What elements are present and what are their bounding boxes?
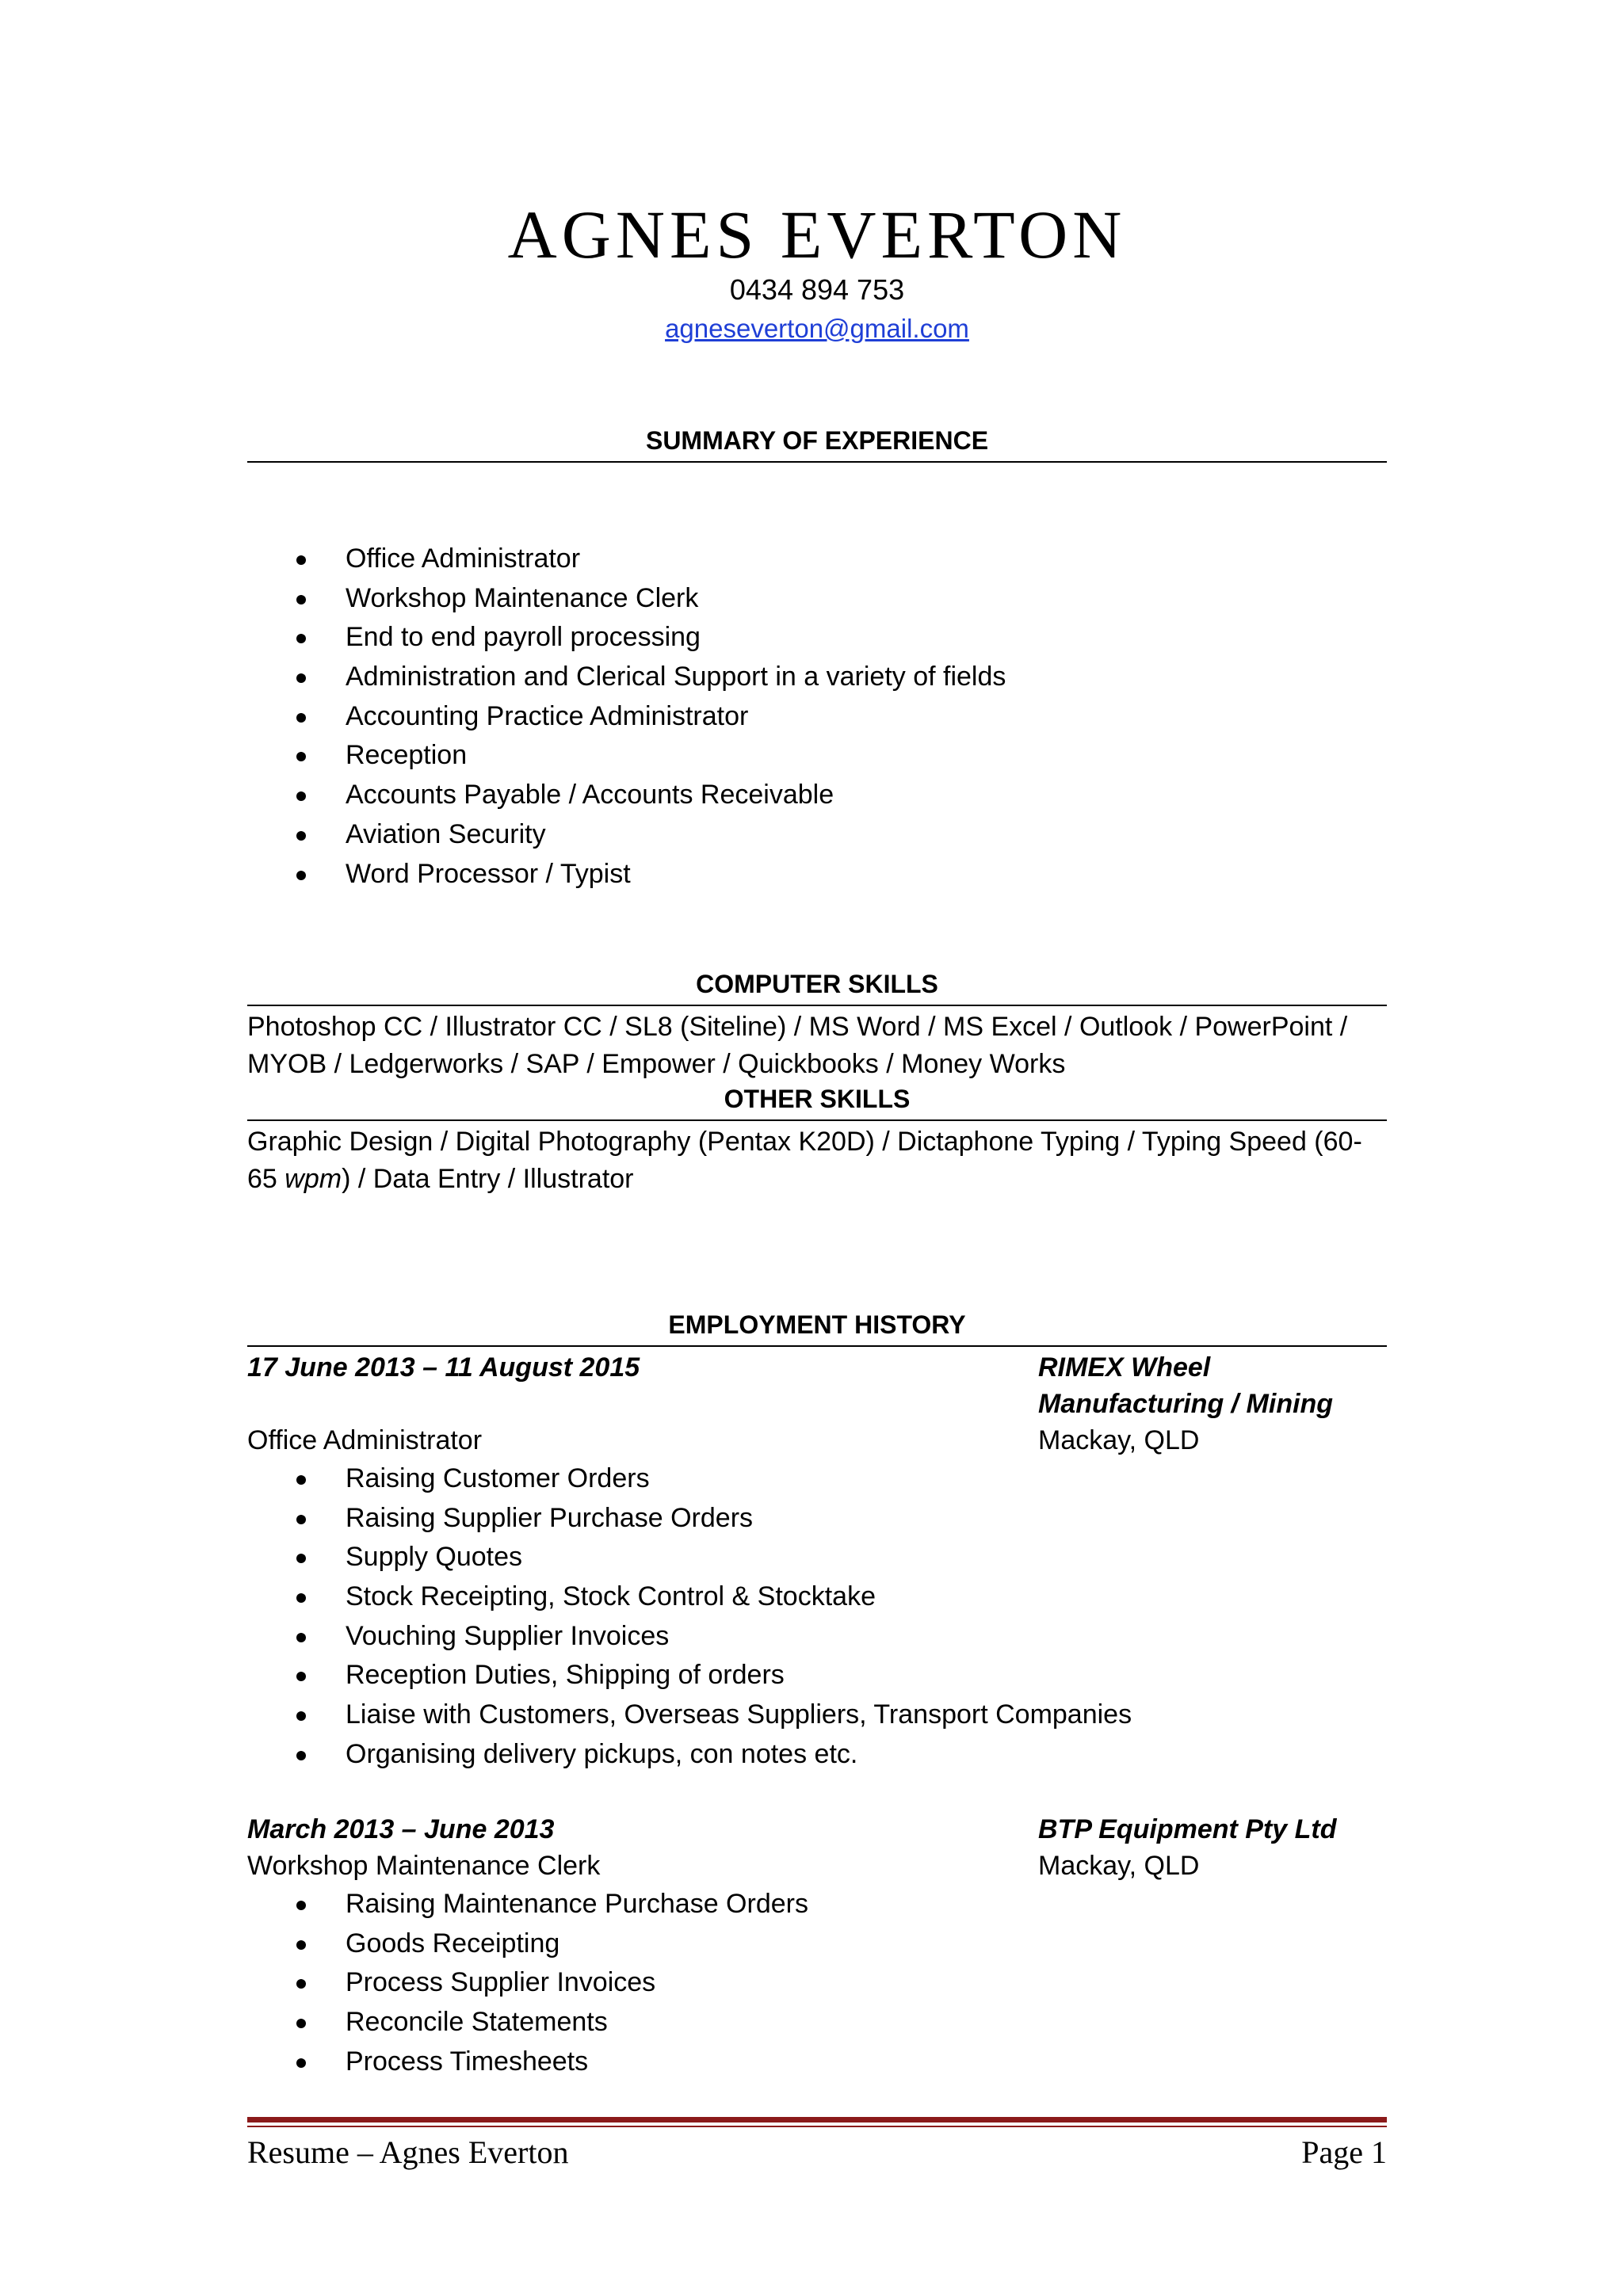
- job-company-line: RIMEX Wheel: [1038, 1352, 1211, 1383]
- list-item: Supply Quotes: [247, 1538, 1132, 1577]
- other-skills-heading: OTHER SKILLS: [247, 1083, 1387, 1121]
- list-item: Goods Receipting: [247, 1924, 808, 1964]
- footer-rule: [247, 2126, 1387, 2127]
- list-item: Organising delivery pickups, con notes etc.: [247, 1735, 1132, 1775]
- list-item: Administration and Clerical Support in a variety of fields: [247, 658, 1006, 697]
- computer-skills-text: [247, 1009, 1387, 1083]
- list-item: Aviation Security: [247, 815, 1006, 855]
- footer-title: Resume – Agnes Everton: [247, 2134, 569, 2170]
- list-item: Raising Supplier Purchase Orders: [247, 1499, 1132, 1539]
- computer-skills-line: Photoshop CC / Illustrator CC / SL8 (Siteline) / MS Word / MS Excel / Outlook / PowerPoint /: [247, 1012, 1348, 1042]
- other-skills-text: [247, 1123, 1387, 1198]
- job-company: [1038, 1349, 1387, 1422]
- computer-skills-line: MYOB / Ledgerworks / SAP / Empower / Quickbooks / Money Works: [247, 1049, 1066, 1079]
- summary-heading: SUMMARY OF EXPERIENCE: [247, 425, 1387, 463]
- job-dates: March 2013 – June 2013: [247, 1814, 555, 1844]
- other-skills-italic: wpm: [285, 1164, 342, 1194]
- job-role: Workshop Maintenance Clerk: [247, 1851, 601, 1881]
- list-item: Workshop Maintenance Clerk: [247, 579, 1006, 619]
- list-item: Accounting Practice Administrator: [247, 697, 1006, 737]
- job-role: Office Administrator: [247, 1425, 483, 1455]
- job-duties-list: [247, 1885, 808, 2081]
- job-location: Mackay, QLD: [1038, 1425, 1200, 1455]
- job-duties-list: [247, 1459, 1132, 1775]
- list-item: Process Supplier Invoices: [247, 1963, 808, 2003]
- job-dates: 17 June 2013 – 11 August 2015: [247, 1352, 640, 1383]
- other-skills-suffix: ) / Data Entry / Illustrator: [342, 1164, 634, 1194]
- list-item: Process Timesheets: [247, 2042, 808, 2082]
- candidate-name: AGNES EVERTON: [507, 196, 1127, 273]
- list-item: Accounts Payable / Accounts Receivable: [247, 776, 1006, 815]
- other-skills-line: [247, 1161, 1387, 1198]
- other-skills-prefix: 65: [247, 1164, 285, 1194]
- job-company: BTP Equipment Pty Ltd: [1038, 1814, 1337, 1844]
- computer-skills-heading: COMPUTER SKILLS: [247, 968, 1387, 1006]
- list-item: Word Processor / Typist: [247, 855, 1006, 894]
- summary-list: [247, 540, 1006, 894]
- list-item: Reconcile Statements: [247, 2003, 808, 2042]
- employment-heading: EMPLOYMENT HISTORY: [247, 1309, 1387, 1347]
- list-item: Vouching Supplier Invoices: [247, 1617, 1132, 1657]
- phone-number: 0434 894 753: [729, 273, 905, 306]
- list-item: End to end payroll processing: [247, 618, 1006, 658]
- list-item: Office Administrator: [247, 540, 1006, 579]
- list-item: Raising Maintenance Purchase Orders: [247, 1885, 808, 1924]
- job-company-line: Manufacturing / Mining: [1038, 1389, 1334, 1419]
- list-item: Raising Customer Orders: [247, 1459, 1132, 1499]
- job-location: Mackay, QLD: [1038, 1851, 1200, 1881]
- footer-rule: [247, 2117, 1387, 2122]
- email-line: [247, 312, 1387, 345]
- page-number: Page 1: [1301, 2134, 1387, 2170]
- list-item: Stock Receipting, Stock Control & Stocktake: [247, 1577, 1132, 1617]
- other-skills-line: Graphic Design / Digital Photography (Pentax K20D) / Dictaphone Typing / Typing Speed (60-: [247, 1127, 1362, 1157]
- list-item: Liaise with Customers, Overseas Suppliers, Transport Companies: [247, 1695, 1132, 1735]
- list-item: Reception: [247, 736, 1006, 776]
- email-link[interactable]: agneseverton@gmail.com: [665, 314, 969, 343]
- list-item: Reception Duties, Shipping of orders: [247, 1656, 1132, 1695]
